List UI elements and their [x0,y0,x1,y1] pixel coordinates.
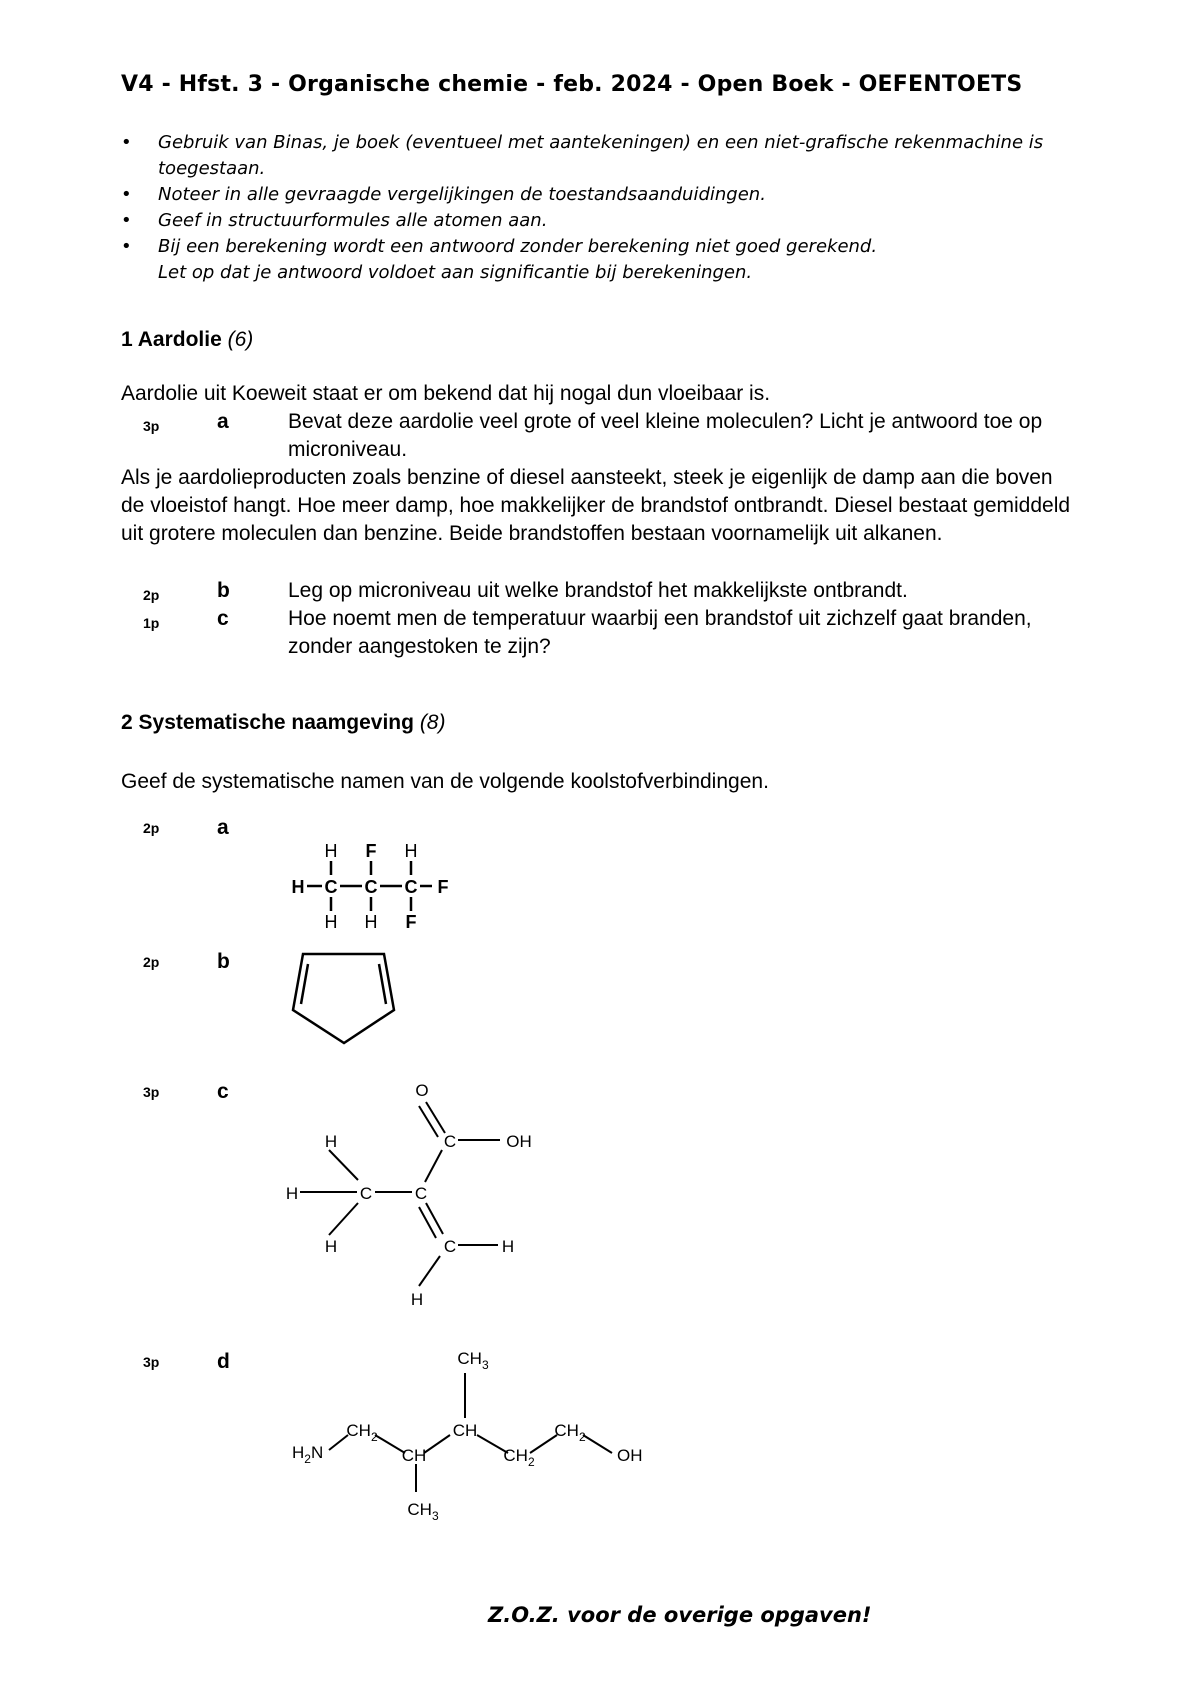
instruction-text-continued: Let op dat je antwoord voldoet aan significantie bij berekeningen. [158,262,753,283]
question-text: Hoe noemt men de temperatuur waarbij een brandstof uit zichzelf gaat branden, zonder aangestoken te zijn? [288,607,1032,658]
subscript-2: 2 [304,1452,311,1466]
atom-f: F [437,877,449,897]
atom-h: H [410,1290,424,1309]
instruction-text-continued: toegestaan. [158,158,266,179]
group-ch3 [457,1349,489,1372]
question-label: a [217,816,229,839]
question-points: 3p [143,1084,160,1100]
atom-h: H [324,1132,338,1151]
footer-note: Z.O.Z. voor de overige opgaven! [488,1603,872,1627]
structure-b-diagram [280,938,420,1048]
group-h2n [292,1443,323,1466]
question-label: c [217,607,229,630]
atom-h: H [324,841,338,861]
instruction-text: Gebruik van Binas, je boek (eventueel met aantekeningen) en een niet-grafische rekenmachine is [158,132,1044,153]
atom-c: C [404,877,418,897]
atom-c: C [414,1184,428,1203]
instruction-text: Bij een berekening wordt een antwoord zonder berekening niet goed gerekend. [158,236,878,257]
question-1a [121,408,1081,464]
subscript-3: 3 [431,1509,439,1523]
group-ch2-base: CH [554,1421,579,1440]
subscript-2: 2 [527,1455,535,1469]
structure-c-bonds [300,1102,500,1286]
subscript-2: 2 [370,1430,378,1444]
instruction-item [121,234,1151,286]
question-points: 3p [143,418,160,434]
group-ch2 [346,1421,378,1444]
atom-f: F [365,841,377,861]
section-1-intro: Aardolie uit Koeweit staat er om bekend dat hij nogal dun vloeibaar is. [121,382,771,405]
instruction-item [121,208,1151,234]
atom-h: H [324,912,338,932]
group-ch2-base: CH [346,1421,371,1440]
structure-c-atoms [286,1081,532,1309]
atom-oh: OH [506,1132,532,1151]
structure-a-diagram [280,832,460,932]
question-label: a [217,410,229,433]
group-ch2 [554,1421,586,1444]
question-label: b [217,579,230,602]
instruction-item [121,130,1151,182]
question-points: 2p [143,820,160,836]
atom-c: C [359,1184,373,1203]
structure-c-diagram [280,1070,550,1310]
group-h2n-h: H [292,1443,305,1462]
section-2-title: 2 Systematische naamgeving [121,711,414,734]
atom-h: H [285,1184,299,1203]
question-points: 3p [143,1354,160,1370]
section-1-title: 1 Aardolie [121,328,222,351]
question-text: Leg op microniveau uit welke brandstof het makkelijkste ontbrandt. [288,579,908,602]
question-points: 1p [143,615,160,631]
atom-h: H [291,877,305,897]
question-1c [121,605,1081,661]
section-2-points: (8) [419,711,446,734]
group-ch3-base: CH [407,1500,432,1519]
group-ch3-base: CH [457,1349,482,1368]
atom-h: H [501,1237,515,1256]
instruction-item [121,182,1151,208]
group-ch2 [503,1446,535,1469]
structure-d-atoms [292,1349,643,1523]
group-ch3 [407,1500,439,1523]
structure-d-diagram [280,1340,680,1530]
question-label: d [217,1350,230,1373]
question-text: Bevat deze aardolie veel grote of veel kleine moleculen? Licht je antwoord toe op microniveau. [288,410,1043,461]
atom-h: H [364,912,378,932]
question-label: b [217,950,230,973]
question-label: c [217,1080,229,1103]
group-ch2-base: CH [503,1446,528,1465]
section-2-intro: Geef de systematische namen van de volgende koolstofverbindingen. [121,770,769,793]
instructions-list [121,130,1151,286]
question-1b [121,577,1081,605]
page-title: V4 - Hfst. 3 - Organische chemie - feb. 2024 - Open Boek - OEFENTOETS [121,72,1023,97]
atom-o: O [415,1081,429,1100]
section-1-heading [121,328,253,352]
atom-c: C [364,877,378,897]
section-2-heading [121,711,445,735]
atom-f: F [405,912,417,932]
instruction-text: Geef in structuurformules alle atomen aan. [158,210,548,231]
group-ch: CH [452,1421,478,1440]
atom-c: C [324,877,338,897]
atom-c: C [443,1132,457,1151]
atom-c: C [443,1237,457,1256]
question-points: 2p [143,587,160,603]
question-points: 2p [143,954,160,970]
atom-h: H [324,1237,338,1256]
group-ch: CH [401,1446,427,1465]
group-oh: OH [617,1446,643,1465]
subscript-3: 3 [481,1358,489,1372]
group-h2n-n: N [310,1443,324,1462]
section-1-points: (6) [227,328,254,351]
section-1-context: Als je aardolieproducten zoals benzine of diesel aansteekt, steek je eigenlijk de damp aan die boven de vloeistof hangt. Hoe meer damp, hoe makkelijker de brandstof ontbrandt. Diesel bestaat gemiddeld uit grotere moleculen dan benzine. Beide brandstoffen bestaan voornamelijk uit alkanen. [121,466,1071,545]
atom-h: H [404,841,418,861]
subscript-2: 2 [578,1430,586,1444]
structure-b-ring [293,954,394,1043]
instruction-text: Noteer in alle gevraagde vergelijkingen de toestandsaanduidingen. [158,184,766,205]
